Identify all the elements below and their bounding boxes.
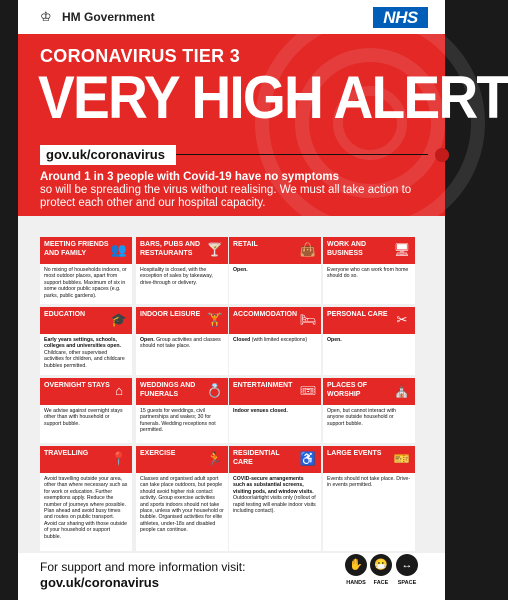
cell-body-text: Avoid travelling outside your area, other than where necessary such as for work or education. Further exemptions apply. Reduce the number of journeys where possible. Plan ahead and avoid busy times and routes on public transport. Avoid car sharing with those outside of your household or support bubble. (44, 476, 128, 540)
cell-places-of-worship (323, 378, 415, 443)
cell-body-text: 15 guests for weddings, civil partnerships and wakes; 30 for funerals. Wedding receptions not permitted. (140, 408, 216, 434)
mortarboard-icon: 🎓 (110, 312, 128, 327)
cell-body-bold: COVID-secure arrangements such as substantial screens, visiting pods, and window visits. (233, 476, 314, 495)
intro-bold-text: Around 1 in 3 people with Covid-19 have no symptoms (40, 171, 340, 183)
cell-title: OVERNIGHT STAYS (44, 382, 110, 389)
government-name: HM Government (62, 10, 155, 24)
cell-title: PERSONAL CARE (327, 311, 388, 318)
cell-travelling (40, 446, 132, 551)
cell-body-text: Events should not take place. Drive-in events permitted. (327, 476, 411, 489)
dumbbell-icon: 🏋 (206, 312, 224, 327)
alert-headline: VERY HIGH ALERT (38, 64, 508, 131)
place-of-worship-icon: ⛪ (393, 383, 411, 398)
picto-label-face: FACE (373, 580, 389, 586)
cell-body-bold: Open. (233, 267, 248, 273)
nhs-logo: NHS (373, 7, 428, 28)
cell-body (327, 337, 411, 343)
website-link[interactable]: gov.uk/coronavirus (40, 145, 176, 165)
cell-body (233, 267, 317, 273)
cell-body (327, 408, 411, 427)
cell-body-text: No mixing of households indoors, or most outdoor places, apart from support bubbles. Maximum of six in some outdoor public spaces (e.g. parks, public gardens). (44, 267, 127, 299)
cell-body-bold: Early years settings, schools, colleges and universities open. (44, 337, 121, 350)
cell-header (323, 378, 415, 405)
cell-body-text: Outdoor/airtight visits only (rollout of rapid testing will enable indoor visits including contact). (233, 495, 316, 515)
cell-body (140, 337, 224, 350)
cell-body (44, 267, 128, 299)
runner-icon: 🏃 (206, 451, 224, 466)
cell-body (327, 267, 411, 280)
cell-body (233, 408, 317, 414)
cell-body-bold: Closed (233, 337, 251, 343)
cell-header (323, 307, 415, 334)
distance-icon: ↔ (396, 554, 418, 576)
divider-line (176, 154, 428, 155)
cell-header (40, 378, 132, 405)
intro-text: so will be spreading the virus without realising. We must all take action to protect each other and our hospital capacity. (40, 184, 412, 209)
target-dot-icon (435, 148, 449, 162)
cell-title: RESIDENTIAL CARE (233, 450, 280, 466)
cell-body (233, 476, 317, 514)
cell-body (44, 476, 128, 540)
cell-header (229, 446, 321, 473)
cell-header (40, 237, 132, 264)
cell-work-and-business (323, 237, 415, 304)
cell-body-bold: Open. (327, 337, 342, 343)
poster (18, 0, 508, 600)
cell-header (229, 378, 321, 405)
cell-header (229, 237, 321, 264)
cell-retail (229, 237, 321, 304)
cell-title: INDOOR LEISURE (140, 311, 201, 318)
cell-header (323, 237, 415, 264)
footer-link[interactable]: gov.uk/coronavirus (40, 575, 159, 590)
cell-accommodation (229, 307, 321, 375)
cell-title: RETAIL (233, 241, 258, 248)
ticket-icon: 🎫 (393, 451, 411, 466)
cell-body (140, 267, 224, 286)
cell-title: ACCOMMODATION (233, 311, 298, 318)
cell-residential-care (229, 446, 321, 551)
cell-body (140, 408, 224, 434)
cell-body-bold: Indoor venues closed. (233, 408, 288, 414)
cell-title: WEDDINGS AND FUNERALS (140, 382, 196, 398)
cell-title: EDUCATION (44, 311, 86, 318)
cell-indoor-leisure (136, 307, 228, 375)
cell-header (136, 378, 228, 405)
cell-body-text: Group activities and classes should not take place. (140, 337, 221, 350)
picto-label-hands: HANDS (346, 580, 366, 586)
cell-header (136, 307, 228, 334)
cell-body-bold: Open. (140, 337, 155, 343)
cell-bars-pubs-and-restaurants (136, 237, 228, 304)
monitor-icon: 🖥 (393, 242, 411, 257)
tier-heading: CORONAVIRUS TIER 3 (40, 46, 241, 66)
bed-icon: 🛏 (299, 312, 317, 327)
cell-body (44, 337, 128, 369)
cell-title: LARGE EVENTS (327, 450, 382, 457)
cell-title: ENTERTAINMENT (233, 382, 293, 389)
scissors-icon: ✂ (396, 312, 408, 327)
cell-large-events (323, 446, 415, 551)
cell-exercise (136, 446, 228, 551)
cell-body-text: Everyone who can work from home should do so. (327, 267, 409, 280)
cell-title: TRAVELLING (44, 450, 89, 457)
house-icon: ⌂ (115, 383, 123, 398)
cell-body-text: Classes and organised adult sport can take place outdoors, but people should avoid higher risk contact activity. Group exercise activities and sports indoors should not take place, unless with your household or bubble. Organised activities for elite athletes, under-18s and disabled people can continue. (140, 476, 224, 534)
footer-label: For support and more information visit: (40, 560, 246, 574)
picto-label-space: SPACE (397, 580, 417, 586)
cell-title: WORK AND BUSINESS (327, 241, 367, 257)
cell-weddings-and-funerals (136, 378, 228, 443)
cell-body (140, 476, 224, 534)
cell-body (233, 337, 317, 343)
cell-title: BARS, PUBS AND RESTAURANTS (140, 241, 201, 257)
cell-overnight-stays (40, 378, 132, 443)
cell-header (136, 237, 228, 264)
ticket-icon: 🎟 (299, 383, 317, 398)
face-mask-icon: 😷 (370, 554, 392, 576)
care-icon: ♿ (299, 451, 317, 466)
cell-header (229, 307, 321, 334)
cell-header (40, 446, 132, 473)
cell-personal-care (323, 307, 415, 375)
map-pin-icon: 📍 (110, 451, 128, 466)
hero-banner (18, 0, 508, 216)
cell-body-text: (with limited exceptions) (250, 337, 308, 343)
cell-title: PLACES OF WORSHIP (327, 382, 368, 398)
cell-education (40, 307, 132, 375)
cell-header (323, 446, 415, 473)
cell-body (327, 476, 411, 489)
shopping-bag-icon: 👜 (299, 242, 317, 257)
cell-body-text: Childcare, other supervised activities for children, and childcare bubbles permitted. (44, 349, 125, 369)
people-icon: 👥 (110, 242, 128, 257)
cell-title: EXERCISE (140, 450, 176, 457)
cell-body-text: We advise against overnight stays other than with household or support bubble. (44, 408, 123, 427)
ring-icon: 💍 (206, 383, 224, 398)
cell-title: MEETING FRIENDS AND FAMILY (44, 241, 109, 257)
cell-body-text: Open, but cannot interact with anyone outside household or support bubble. (327, 408, 396, 427)
cell-entertainment (229, 378, 321, 443)
hands-icon: ✋ (345, 554, 367, 576)
crest-icon: ♔ (40, 9, 52, 24)
cell-header (40, 307, 132, 334)
top-bar (18, 0, 445, 34)
cell-meeting-friends-and-family (40, 237, 132, 304)
drink-icon: 🍸 (206, 242, 224, 257)
cell-header (136, 446, 228, 473)
cell-body (44, 408, 128, 427)
cell-body-text: Hospitality is closed, with the exception of sales by takeaway, drive-through or delivery. (140, 267, 213, 286)
